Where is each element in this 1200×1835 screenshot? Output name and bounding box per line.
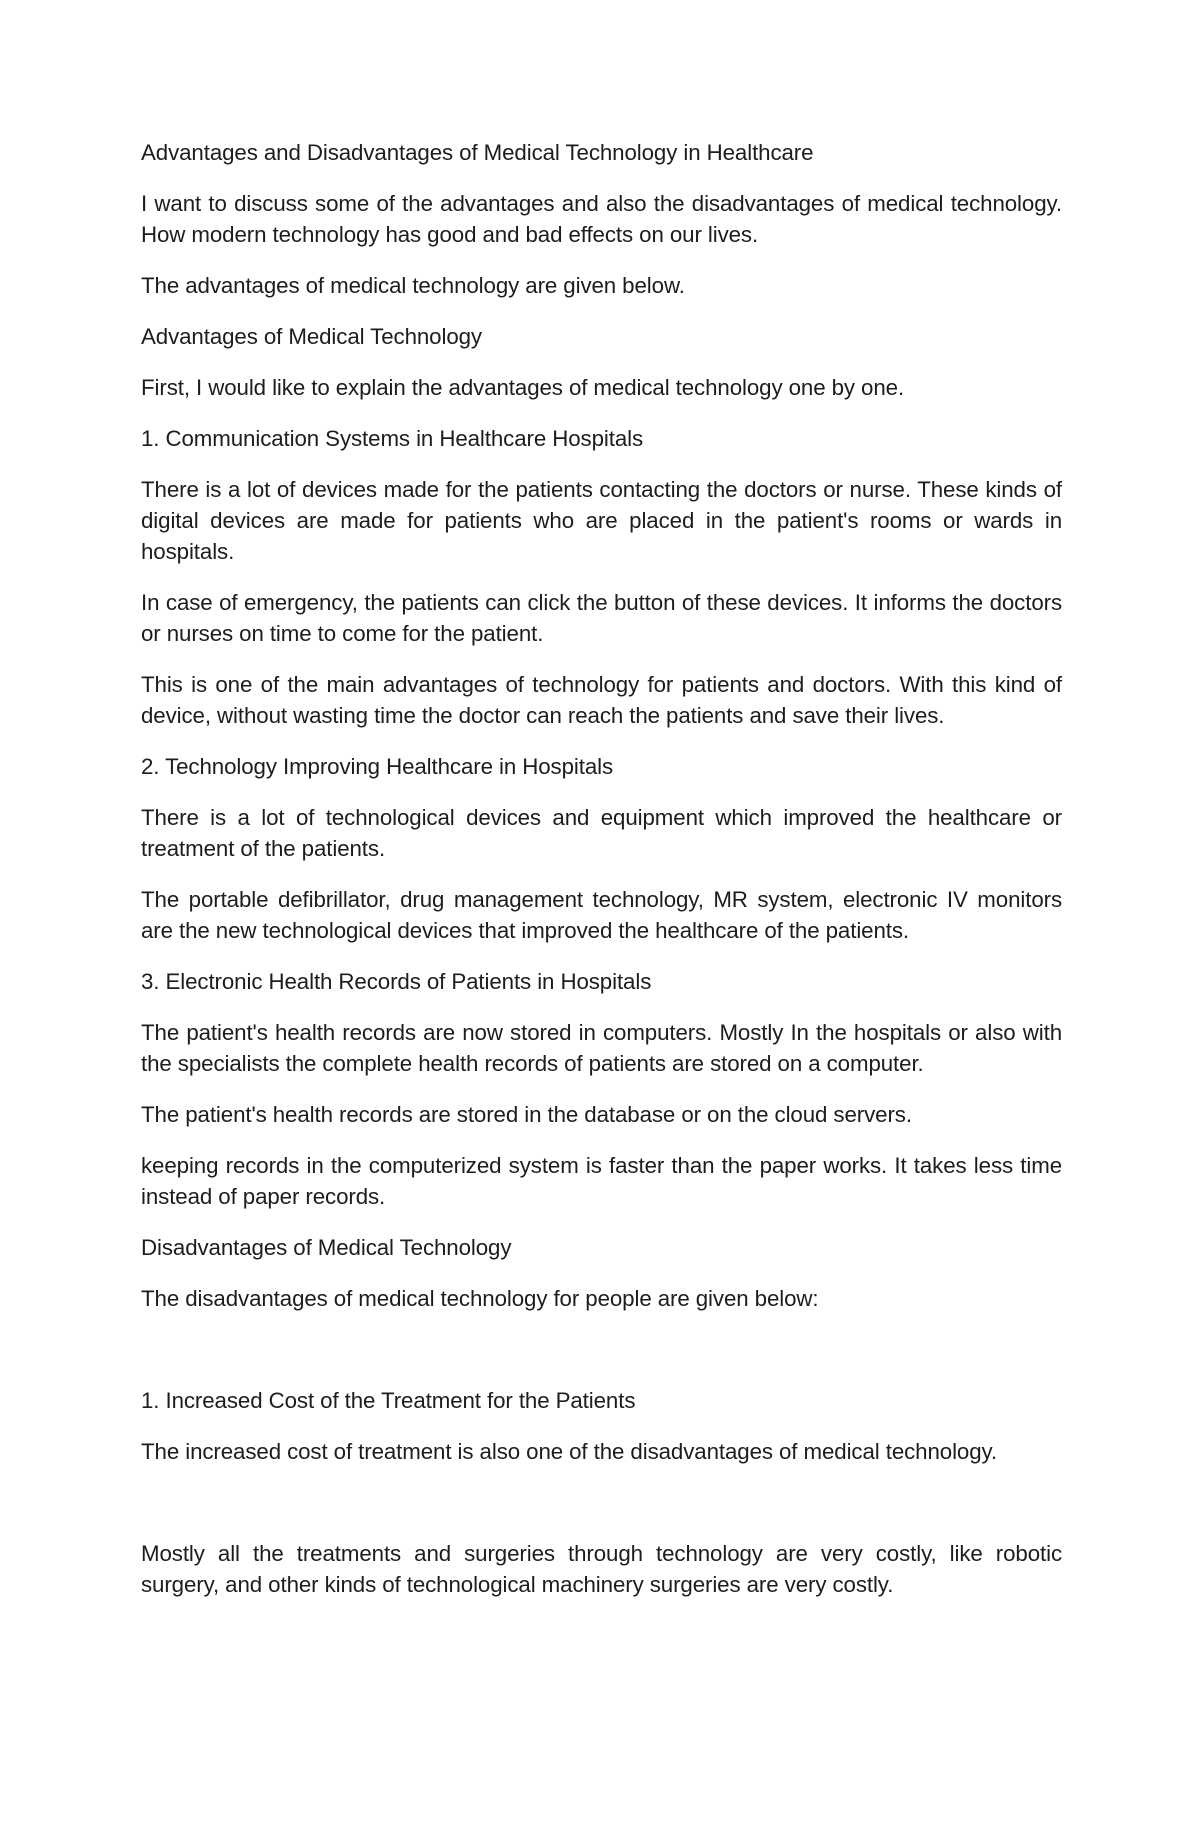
disadvantage-1-heading: 1. Increased Cost of the Treatment for the Patients <box>141 1388 636 1413</box>
advantage-2-paragraph-2: The portable defibrillator, drug management technology, MR system, electronic IV monitors are the new technological devices that improved the healthcare of the patients. <box>141 887 1062 943</box>
advantage-3-paragraph-3: keeping records in the computerized system is faster than the paper works. It takes less time instead of paper records. <box>141 1153 1062 1209</box>
advantages-intro-paragraph: The advantages of medical technology are given below. <box>141 273 685 298</box>
advantage-3-heading: 3. Electronic Health Records of Patients in Hospitals <box>141 969 652 994</box>
advantages-lead-paragraph: First, I would like to explain the advantages of medical technology one by one. <box>141 375 905 400</box>
document-title: Advantages and Disadvantages of Medical Technology in Healthcare <box>141 140 814 165</box>
disadvantages-heading: Disadvantages of Medical Technology <box>141 1235 512 1260</box>
advantage-1-paragraph-2: In case of emergency, the patients can click the button of these devices. It informs the doctors or nurses on time to come for the patient. <box>141 590 1062 646</box>
advantage-3-paragraph-2: The patient's health records are stored in the database or on the cloud servers. <box>141 1102 912 1127</box>
advantage-2-heading: 2. Technology Improving Healthcare in Hospitals <box>141 754 614 779</box>
advantage-1-heading: 1. Communication Systems in Healthcare Hospitals <box>141 426 644 451</box>
disadvantages-intro-paragraph: The disadvantages of medical technology for people are given below: <box>141 1286 819 1311</box>
disadvantage-1-paragraph-2: Mostly all the treatments and surgeries through technology are very costly, like robotic surgery, and other kinds of technological machinery surgeries are very costly. <box>141 1541 1062 1597</box>
intro-paragraph: I want to discuss some of the advantages and also the disadvantages of medical technology. How modern technology has good and bad effects on our lives. <box>141 191 1062 247</box>
advantage-1-paragraph-3: This is one of the main advantages of technology for patients and doctors. With this kind of device, without wasting time the doctor can reach the patients and save their lives. <box>141 672 1062 728</box>
advantage-1-paragraph-1: There is a lot of devices made for the patients contacting the doctors or nurse. These kinds of digital devices are made for patients who are placed in the patient's rooms or wards in hospitals. <box>141 477 1062 564</box>
advantages-heading: Advantages of Medical Technology <box>141 324 482 349</box>
document-body <box>141 137 1062 1620</box>
advantage-3-paragraph-1: The patient's health records are now stored in computers. Mostly In the hospitals or also with the specialists the complete health records of patients are stored on a computer. <box>141 1020 1062 1076</box>
disadvantage-1-paragraph-1: The increased cost of treatment is also one of the disadvantages of medical technology. <box>141 1439 998 1464</box>
advantage-2-paragraph-1: There is a lot of technological devices and equipment which improved the healthcare or treatment of the patients. <box>141 805 1062 861</box>
